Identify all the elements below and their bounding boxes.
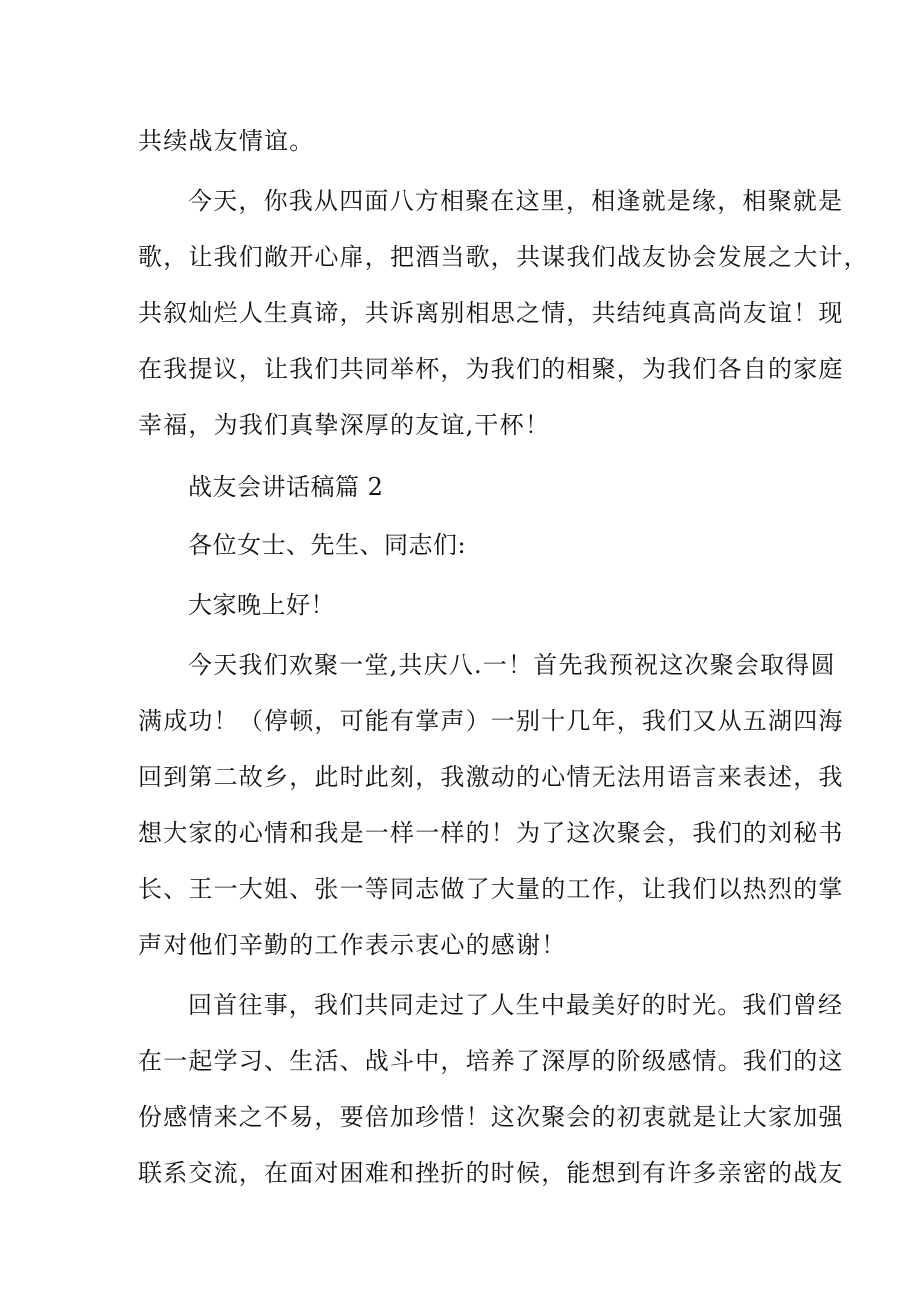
salutation: 各位女士、先生、同志们: [188,531,467,559]
paragraph-3-line-3: 回到第二故乡，此时此刻，我激动的心情无法用语言来表述，我 [138,763,844,791]
paragraph-4-line-3: 份感情来之不易，要倍加珍惜！这次聚会的初衷就是让大家加强 [138,1103,844,1131]
greeting: 大家晚上好！ [188,591,335,619]
paragraph-2-line-1: 今天，你我从四面八方相聚在这里，相逢就是缘，相聚就是 [188,187,844,215]
paragraph-3-line-6: 声对他们辛勤的工作表示衷心的感谢！ [138,931,567,959]
paragraph-4-line-4: 联系交流，在面对困难和挫折的时候，能想到有许多亲密的战友 [138,1159,844,1187]
paragraph-4-line-2: 在一起学习、生活、战斗中，培养了深厚的阶级感情。我们的这 [138,1047,844,1075]
paragraph-4-line-1: 回首往事，我们共同走过了人生中最美好的时光。我们曾经 [188,991,844,1019]
paragraph-3-line-4: 想大家的心情和我是一样一样的！为了这次聚会，我们的刘秘书 [138,819,844,847]
paragraph-3-line-1: 今天我们欢聚一堂,共庆八.一！首先我预祝这次聚会取得圆 [188,651,836,679]
section-title: 战友会讲话稿篇 2 [188,473,384,501]
paragraph-3-line-2: 满成功！（停顿，可能有掌声）一别十几年，我们又从五湖四海 [138,707,844,735]
paragraph-2-line-2: 歌，让我们敞开心扉，把酒当歌，共谋我们战友协会发展之大计， [138,243,869,271]
paragraph-2-line-5: 幸福，为我们真挚深厚的友谊,干杯！ [138,411,551,439]
paragraph-3-line-5: 长、王一大姐、张一等同志做了大量的工作，让我们以热烈的掌 [138,875,844,903]
paragraph-2-line-4: 在我提议，让我们共同举杯，为我们的相聚，为我们各自的家庭 [138,355,844,383]
paragraph-2-line-3: 共叙灿烂人生真谛，共诉离别相思之情，共结纯真高尚友谊！现 [138,299,844,327]
paragraph-1-line-1: 共续战友情谊。 [138,127,315,155]
